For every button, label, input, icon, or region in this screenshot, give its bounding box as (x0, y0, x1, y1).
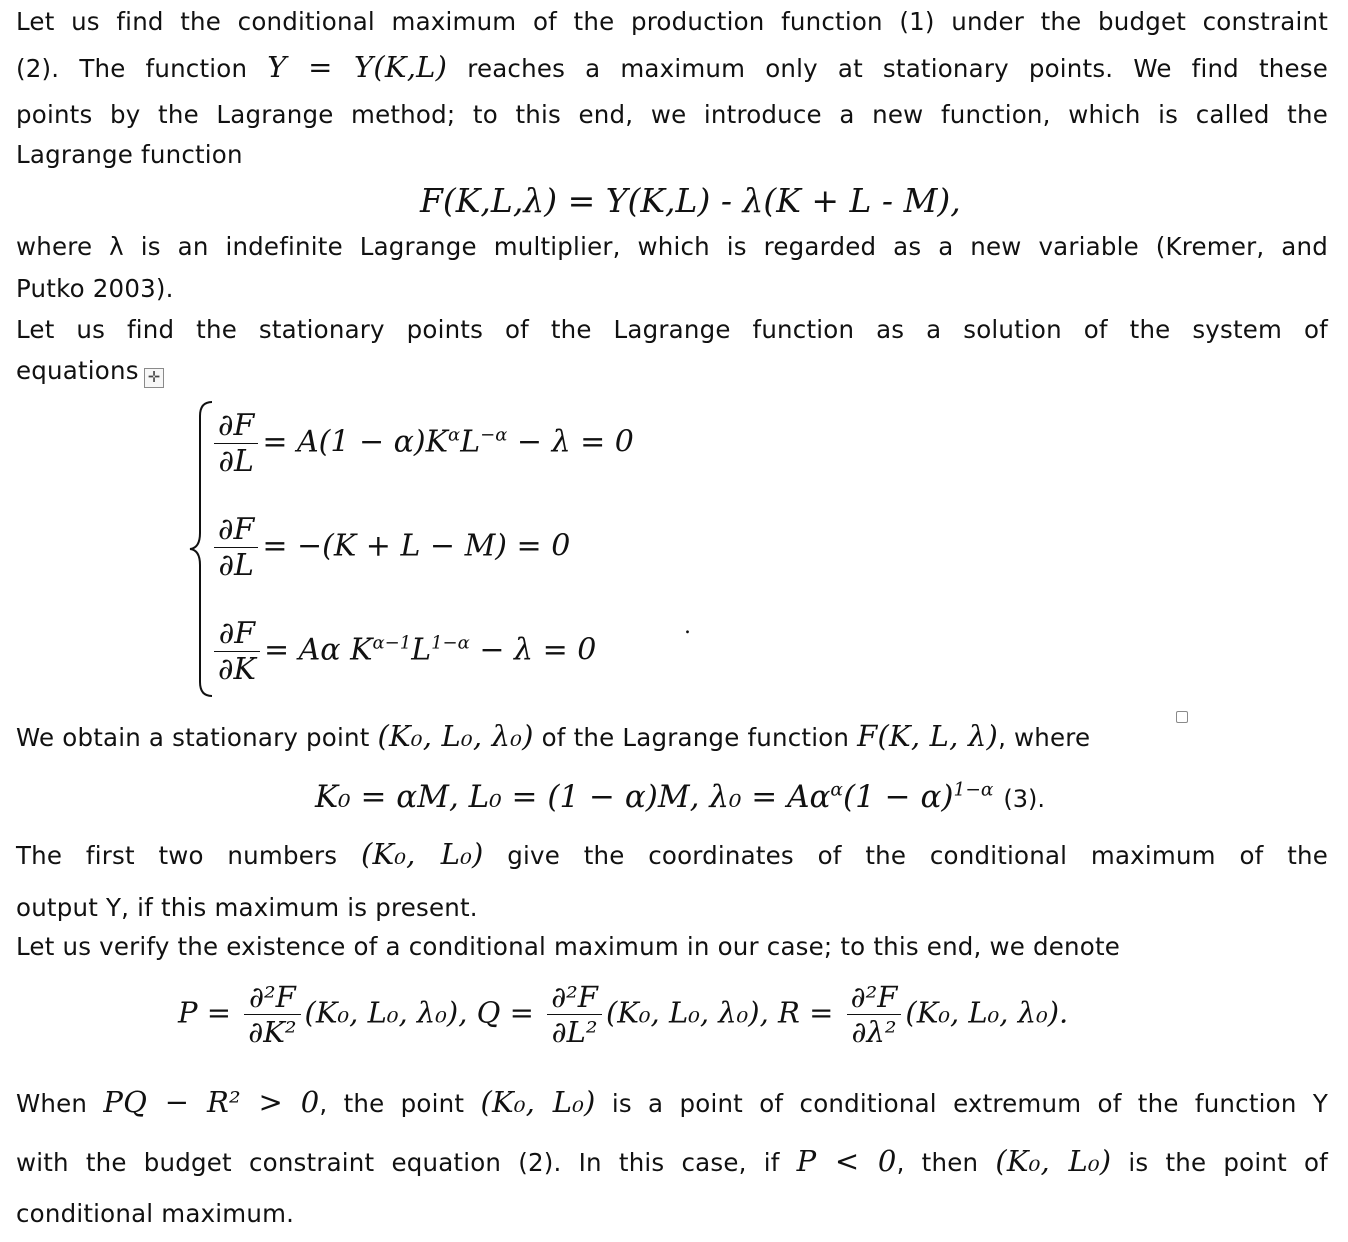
equation-text: = −(K + L − M) = 0 (262, 528, 571, 564)
exponent: α (448, 424, 461, 446)
denominator: ∂K² (248, 1015, 297, 1049)
text-line: where λ is an indefinite Lagrange multiplier, which is regarded as a new variable (Kremer, and (16, 232, 1328, 261)
equation-text: (K₀, L₀, λ₀). (905, 995, 1069, 1030)
numerator: ∂F (214, 408, 258, 444)
text-fragment: The first two numbers (16, 841, 338, 870)
text-fragment: is a point of conditional extremum of the function Y (611, 1089, 1328, 1118)
pqr-equation (178, 980, 1068, 1049)
text-line: Let us verify the existence of a conditional maximum in our case; to this end, we denote (16, 932, 1121, 961)
equation-text: (K₀, L₀, λ₀), Q = (304, 995, 534, 1030)
fraction (244, 980, 300, 1049)
text-line: Let us find the stationary points of the Lagrange function as a solution of the system of (16, 315, 1328, 344)
text-fragment: with the budget constraint equation (2). In this case, if (16, 1148, 780, 1177)
text-fragment: , the point (319, 1089, 465, 1118)
text-line (16, 838, 1328, 872)
inline-math: (K₀, L₀) (360, 837, 484, 871)
denominator: ∂L (218, 548, 254, 583)
move-handle-icon[interactable]: ✛ (144, 368, 164, 388)
text-line (16, 1145, 1328, 1179)
numerator: ∂F (214, 512, 258, 548)
fraction (547, 980, 602, 1049)
text-line: Lagrange function (16, 140, 243, 169)
fraction (214, 512, 258, 583)
exponent: 1−α (431, 632, 470, 654)
exponent: α (830, 779, 843, 801)
inline-math: (K₀, L₀) (995, 1144, 1112, 1178)
text-line (16, 720, 1216, 754)
inline-math: P < 0 (796, 1144, 897, 1178)
denominator: ∂λ² (851, 1015, 897, 1049)
text-fragment: reaches a maximum only at stationary points. We find these (467, 54, 1329, 83)
exponent: −α (480, 424, 508, 446)
equation-text: L (460, 424, 481, 460)
numerator: ∂F (214, 616, 260, 652)
text-fragment: give the coordinates of the conditional maximum of the (507, 841, 1329, 870)
system-row-3 (210, 616, 596, 687)
text-fragment: , where (998, 723, 1091, 752)
fraction (847, 980, 902, 1049)
text-fragment: (2). The function (16, 54, 248, 83)
denominator: ∂L² (551, 1015, 598, 1049)
inline-math: (K₀, L₀) (480, 1085, 596, 1119)
equation-text: K₀ = αM, L₀ = (1 − α)M, λ₀ = Aα (315, 779, 831, 815)
text-fragment: is the point of (1128, 1148, 1328, 1177)
text-fragment: , then (896, 1148, 979, 1177)
fraction (214, 616, 260, 687)
system-row-1 (210, 408, 634, 479)
numerator: ∂²F (244, 980, 300, 1015)
equation-text: − λ = 0 (469, 632, 597, 668)
fraction (214, 408, 258, 479)
denominator: ∂K (218, 652, 256, 687)
inline-math: (K₀, L₀, λ₀) (377, 719, 534, 753)
text-line: Putko 2003). (16, 274, 174, 303)
period-mark: . (684, 614, 691, 639)
text-line: output Y, if this maximum is present. (16, 893, 478, 922)
text-line (16, 1086, 1328, 1120)
solution-equation (315, 779, 1045, 815)
lagrange-equation: F(K,L,λ) = Y(K,L) - λ(K + L - M), (420, 181, 961, 220)
equation-text: (K₀, L₀, λ₀), R = (605, 995, 834, 1030)
text-fragment: When (16, 1089, 88, 1118)
denominator: ∂L (218, 444, 254, 479)
equation-text: (1 − α) (842, 779, 954, 815)
text-line: Let us find the conditional maximum of the production function (1) under the budget constraint (16, 7, 1328, 36)
text-fragment: of the Lagrange function (541, 723, 850, 752)
numerator: ∂²F (847, 980, 902, 1015)
inline-math: PQ − R² > 0 (103, 1085, 320, 1119)
equation-label: (3). (1003, 785, 1045, 813)
text-fragment: We obtain a stationary point (16, 723, 370, 752)
exponent: α−1 (372, 632, 412, 654)
equation-text: − λ = 0 (507, 424, 634, 460)
equation-text: = A(1 − α)K (262, 424, 449, 460)
equation-text: = Aα K (263, 632, 373, 668)
equation-text: L (411, 632, 432, 668)
text-line: points by the Lagrange method; to this end, we introduce a new function, which is called the (16, 100, 1328, 129)
system-row-2 (210, 512, 570, 583)
numerator: ∂²F (547, 980, 602, 1015)
text-line: equations (16, 356, 139, 385)
equation-text: P = (178, 995, 232, 1030)
text-line (16, 51, 1328, 85)
text-line: conditional maximum. (16, 1199, 295, 1228)
exponent: 1−α (953, 779, 994, 801)
inline-math: F(K, L, λ) (857, 719, 999, 753)
inline-math: Y = Y(K,L) (267, 50, 448, 84)
